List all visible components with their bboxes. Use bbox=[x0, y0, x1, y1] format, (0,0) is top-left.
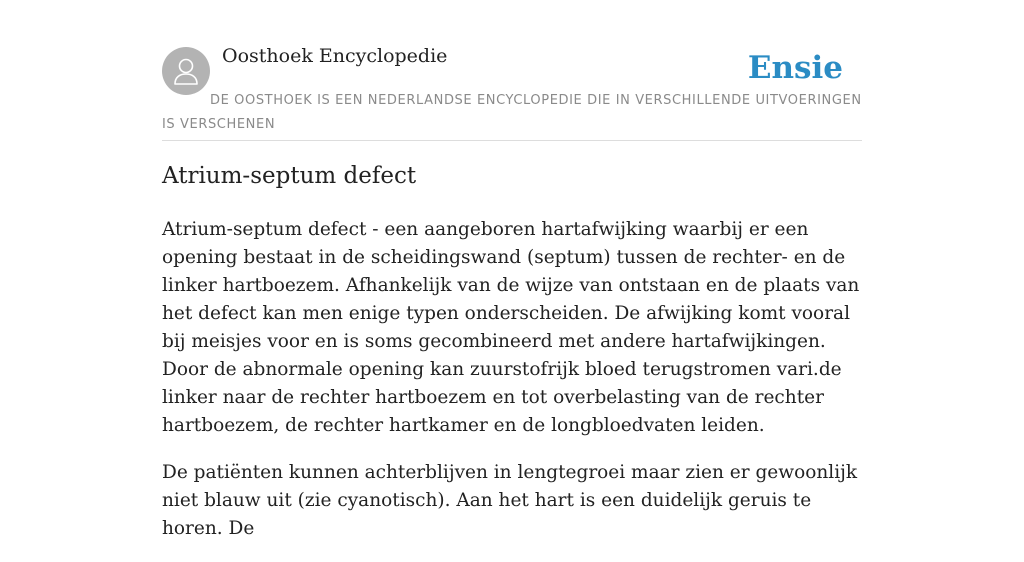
article-paragraph: Atrium-septum defect - een aangeboren hartafwijking waarbij er een opening bestaat in de scheidingswand (septum) tussen de rechter- en de linker hartboezem. Afhankelijk van de wijze van ontstaan en de plaats van het defect kan men enige typen onderscheiden. De afwijking komt vooral bij meisjes voor en is soms gecombineerd met andere hartafwijkingen. Door de abnormale opening kan zuurstofrijk bloed terugstromen vari.de linker naar de rechter hartboezem en tot overbelasting van de rechter hartboezem, de rechter hartkamer en de longbloedvaten leiden. bbox=[162, 219, 860, 436]
source-avatar[interactable] bbox=[162, 47, 210, 95]
user-silhouette-icon bbox=[162, 47, 210, 95]
article-body bbox=[162, 216, 862, 562]
source-tagline: DE OOSTHOEK IS EEN NEDERLANDSE ENCYCLOPEDIE DIE IN VERSCHILLENDE UITVOERINGEN IS VERSCHENEN bbox=[162, 93, 862, 132]
article-title: Atrium-septum defect bbox=[162, 163, 417, 189]
source-header bbox=[162, 0, 862, 141]
source-name-link[interactable]: Oosthoek Encyclopedie bbox=[222, 45, 448, 67]
ensie-logo[interactable]: Ensie bbox=[747, 50, 843, 86]
article-paragraph: De patiënten kunnen achterblijven in lengtegroei maar zien er gewoonlijk niet blauw uit (zie cyanotisch). Aan het hart is een duidelijk geruis te horen. De bbox=[162, 462, 858, 539]
article-container bbox=[162, 0, 862, 539]
